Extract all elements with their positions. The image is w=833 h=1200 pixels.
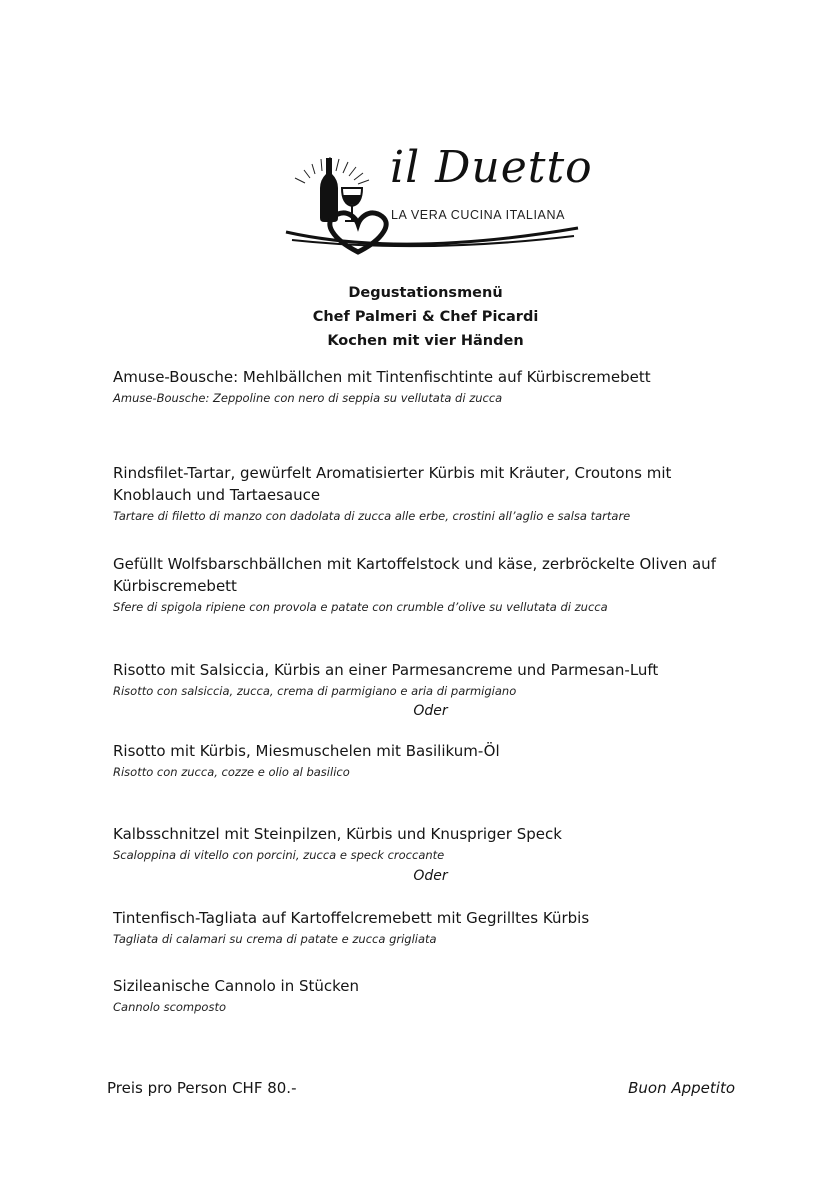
course-item: [113, 553, 753, 617]
course-item: [113, 823, 753, 865]
course-italian: Tagliata di calamari su crema di patate e zucca grigliata: [113, 932, 437, 946]
course-italian: Scaloppina di vitello con porcini, zucca e speck croccante: [113, 848, 445, 862]
price-per-person: Preis pro Person CHF 80.-: [107, 1079, 297, 1097]
course-german: Risotto mit Salsiccia, Kürbis an einer Parmesancreme und Parmesan-Luft: [113, 661, 659, 679]
oder-separator: Oder: [413, 703, 448, 719]
course-german: Kalbsschnitzel mit Steinpilzen, Kürbis und Knuspriger Speck: [113, 825, 562, 843]
course-item: [113, 740, 753, 782]
course-german: Risotto mit Kürbis, Miesmuschelen mit Basilikum-Öl: [113, 742, 500, 760]
menu-header: [0, 281, 833, 353]
course-item: [113, 659, 753, 701]
logo-name: il Duetto: [390, 142, 593, 193]
course-italian: Risotto con salsiccia, zucca, crema di parmigiano e aria di parmigiano: [113, 684, 517, 698]
course-german: Gefüllt Wolfsbarschbällchen mit Kartoffelstock und käse, zerbröckelte Oliven auf Kürbiscremebett: [113, 555, 716, 595]
course-italian: Sfere di spigola ripiene con provola e patate con crumble d’olive su vellutata di zucca: [113, 600, 608, 614]
closing-greeting: Buon Appetito: [628, 1079, 735, 1097]
course-item: [113, 366, 753, 408]
menu-title: Degustationsmenü: [348, 285, 503, 301]
course-item: [113, 975, 753, 1017]
course-italian: Risotto con zucca, cozze e olio al basilico: [113, 765, 350, 779]
course-italian: Amuse-Bousche: Zeppoline con nero di seppia su vellutata di zucca: [113, 391, 503, 405]
course-italian: Cannolo scomposto: [113, 1000, 227, 1014]
course-german: Tintenfisch-Tagliata auf Kartoffelcremebett mit Gegrilltes Kürbis: [113, 909, 590, 927]
restaurant-logo: [282, 140, 593, 260]
course-german: Amuse-Bousche: Mehlbällchen mit Tintenfischtinte auf Kürbiscremebett: [113, 368, 651, 386]
course-german: Sizileanische Cannolo in Stücken: [113, 977, 360, 995]
course-italian: Tartare di filetto di manzo con dadolata di zucca alle erbe, crostini all’aglio e salsa tartare: [113, 509, 631, 523]
course-item: [113, 462, 753, 526]
chefs-line: Chef Palmeri & Chef Picardi: [312, 309, 539, 325]
course-german: Rindsfilet-Tartar, gewürfelt Aromatisierter Kürbis mit Kräuter, Croutons mit Knoblauch und Tartaesauce: [113, 464, 672, 504]
course-item: [113, 907, 753, 949]
oder-separator: Oder: [413, 868, 448, 884]
logo-tagline: LA VERA CUCINA ITALIANA: [391, 208, 566, 222]
menu-subtitle: Kochen mit vier Händen: [327, 333, 524, 349]
